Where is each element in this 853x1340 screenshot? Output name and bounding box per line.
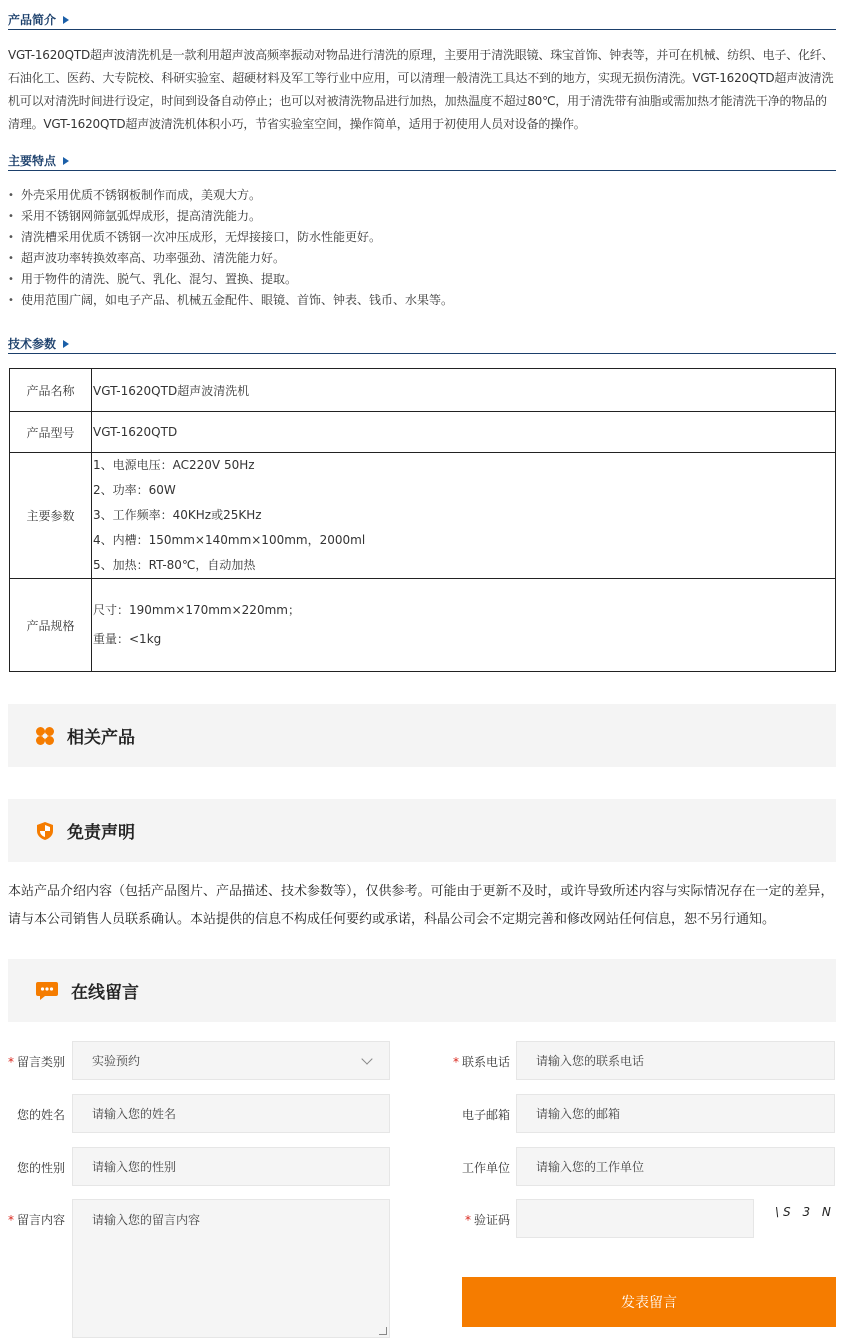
features-title-text: 主要特点 xyxy=(8,154,57,168)
gender-input[interactable]: 请输入您的性别 xyxy=(72,1147,390,1186)
feature-item: • 使用范围广阔，如电子产品、机械五金配件、眼镜、首饰、钟表、钱币、水果等。 xyxy=(8,290,836,311)
company-label: 工作单位 xyxy=(461,1161,510,1175)
table-row xyxy=(10,369,836,412)
phone-label-text: 联系电话 xyxy=(461,1055,510,1069)
features-section-header xyxy=(8,149,836,171)
triangle-right-icon xyxy=(63,157,69,165)
feature-item: • 采用不锈钢网筛氩弧焊成形，提高清洗能力。 xyxy=(8,206,836,227)
param-value: VGT-1620QTD超声波清洗机 xyxy=(92,369,836,412)
intro-title-text: 产品简介 xyxy=(8,13,57,27)
related-products-title: 相关产品 xyxy=(67,728,135,748)
category-select-value: 实验预约 xyxy=(92,1054,141,1068)
gender-label: 您的性别 xyxy=(16,1161,65,1175)
resize-grip-icon[interactable] xyxy=(379,1327,387,1335)
content-placeholder: 请输入您的留言内容 xyxy=(92,1213,201,1227)
param-line: 3、工作频率：40KHz或25KHz xyxy=(93,508,262,522)
chevron-down-icon xyxy=(361,1053,372,1064)
chat-bubble-icon xyxy=(35,981,59,1001)
content-label xyxy=(5,1211,65,1228)
feature-item: • 用于物件的清洗、脱气、乳化、混匀、置换、提取。 xyxy=(8,269,836,290)
captcha-label xyxy=(450,1211,510,1228)
intro-paragraph: VGT-1620QTD超声波清洗机是一款利用超声波高频率振动对物品进行清洗的原理，主要用于清洗眼镜、珠宝首饰、钟表等，并可在机械、纺织、电子、化纤、石油化工、医药、大专院校、科研实验室、超硬材料及军工等行业中应用，可以清理一般清洗工具达不到的地方，实现无损伤清洗。VGT-1620QTD超声波清洗机可以对清洗时间进行设定，时间到设备自动停止；也可以对被清洗物品进行加热，加热温度不超过80℃，用于清洗带有油脂或需加热才能清洗干净的物品的清理。VGT-1620QTD超声波清洗机体积小巧，节省实验室空间，操作简单，适用于初使用人员对设备的操作。 xyxy=(8,48,834,131)
param-line: 4、内槽：150mm×140mm×100mm，2000ml xyxy=(93,533,366,547)
required-mark: * xyxy=(7,1055,14,1069)
param-value-group xyxy=(92,579,836,672)
email-input[interactable]: 请输入您的邮箱 xyxy=(516,1094,835,1133)
feature-item: • 清洗槽采用优质不锈钢一次冲压成形，无焊接接口，防水性能更好。 xyxy=(8,227,836,248)
email-label: 电子邮箱 xyxy=(461,1108,510,1122)
related-products-header xyxy=(8,704,836,767)
content-textarea[interactable] xyxy=(72,1199,390,1338)
name-label: 您的姓名 xyxy=(16,1108,65,1122)
param-value: VGT-1620QTD xyxy=(92,412,836,453)
feature-item: • 外壳采用优质不锈钢板制作而成，美观大方。 xyxy=(8,185,836,206)
params-section-header xyxy=(8,332,836,354)
param-line: 尺寸：190mm×170mm×220mm； xyxy=(93,603,300,617)
phone-input[interactable]: 请输入您的联系电话 xyxy=(516,1041,835,1080)
captcha-input[interactable] xyxy=(516,1199,754,1238)
clover-icon xyxy=(35,726,55,746)
param-key: 产品型号 xyxy=(10,412,92,453)
category-label xyxy=(5,1053,65,1070)
table-row xyxy=(10,579,836,672)
param-value-group xyxy=(92,453,836,579)
param-key: 产品规格 xyxy=(10,579,92,672)
name-input[interactable]: 请输入您的姓名 xyxy=(72,1094,390,1133)
param-line: 重量：<1kg xyxy=(93,632,162,646)
submit-button[interactable]: 发表留言 xyxy=(462,1277,836,1327)
category-label-text: 留言类别 xyxy=(16,1055,65,1069)
params-title-text: 技术参数 xyxy=(8,337,57,351)
content-label-text: 留言内容 xyxy=(16,1213,65,1227)
disclaimer-header xyxy=(8,799,836,862)
params-table xyxy=(9,368,836,672)
param-line: 2、功率：60W xyxy=(93,483,176,497)
intro-section-title xyxy=(8,11,69,28)
captcha-label-text: 验证码 xyxy=(473,1213,510,1227)
table-row xyxy=(10,412,836,453)
param-line: 1、电源电压：AC220V 50Hz xyxy=(93,458,255,472)
disclaimer-text: 本站产品介绍内容（包括产品图片、产品描述、技术参数等），仅供参考。可能由于更新不及时，或许导致所述内容与实际情况存在一定的差异，请与本公司销售人员联系确认。本站提供的信息不构成任何要约或承诺，科晶公司会不定期完善和修改网站任何信息，恕不另行通知。 xyxy=(8,884,834,927)
params-section-title xyxy=(8,335,69,352)
disclaimer-title: 免责声明 xyxy=(67,823,135,843)
company-input[interactable]: 请输入您的工作单位 xyxy=(516,1147,835,1186)
feature-item: • 超声波功率转换效率高、功率强劲、清洗能力好。 xyxy=(8,248,836,269)
shield-icon xyxy=(35,821,55,841)
category-select[interactable] xyxy=(72,1041,390,1080)
table-row xyxy=(10,453,836,579)
phone-label xyxy=(450,1053,510,1070)
features-section-title xyxy=(8,152,69,169)
param-key: 主要参数 xyxy=(10,453,92,579)
triangle-right-icon xyxy=(63,16,69,24)
message-title: 在线留言 xyxy=(71,983,139,1003)
required-mark: * xyxy=(7,1213,14,1227)
intro-section-header xyxy=(8,8,836,30)
param-line: 5、加热：RT-80℃，自动加热 xyxy=(93,558,256,572)
captcha-image[interactable]: \S 3 N xyxy=(775,1205,835,1219)
message-header xyxy=(8,959,836,1022)
required-mark: * xyxy=(452,1055,459,1069)
param-key: 产品名称 xyxy=(10,369,92,412)
features-list xyxy=(8,185,836,311)
triangle-right-icon xyxy=(63,340,69,348)
required-mark: * xyxy=(464,1213,471,1227)
